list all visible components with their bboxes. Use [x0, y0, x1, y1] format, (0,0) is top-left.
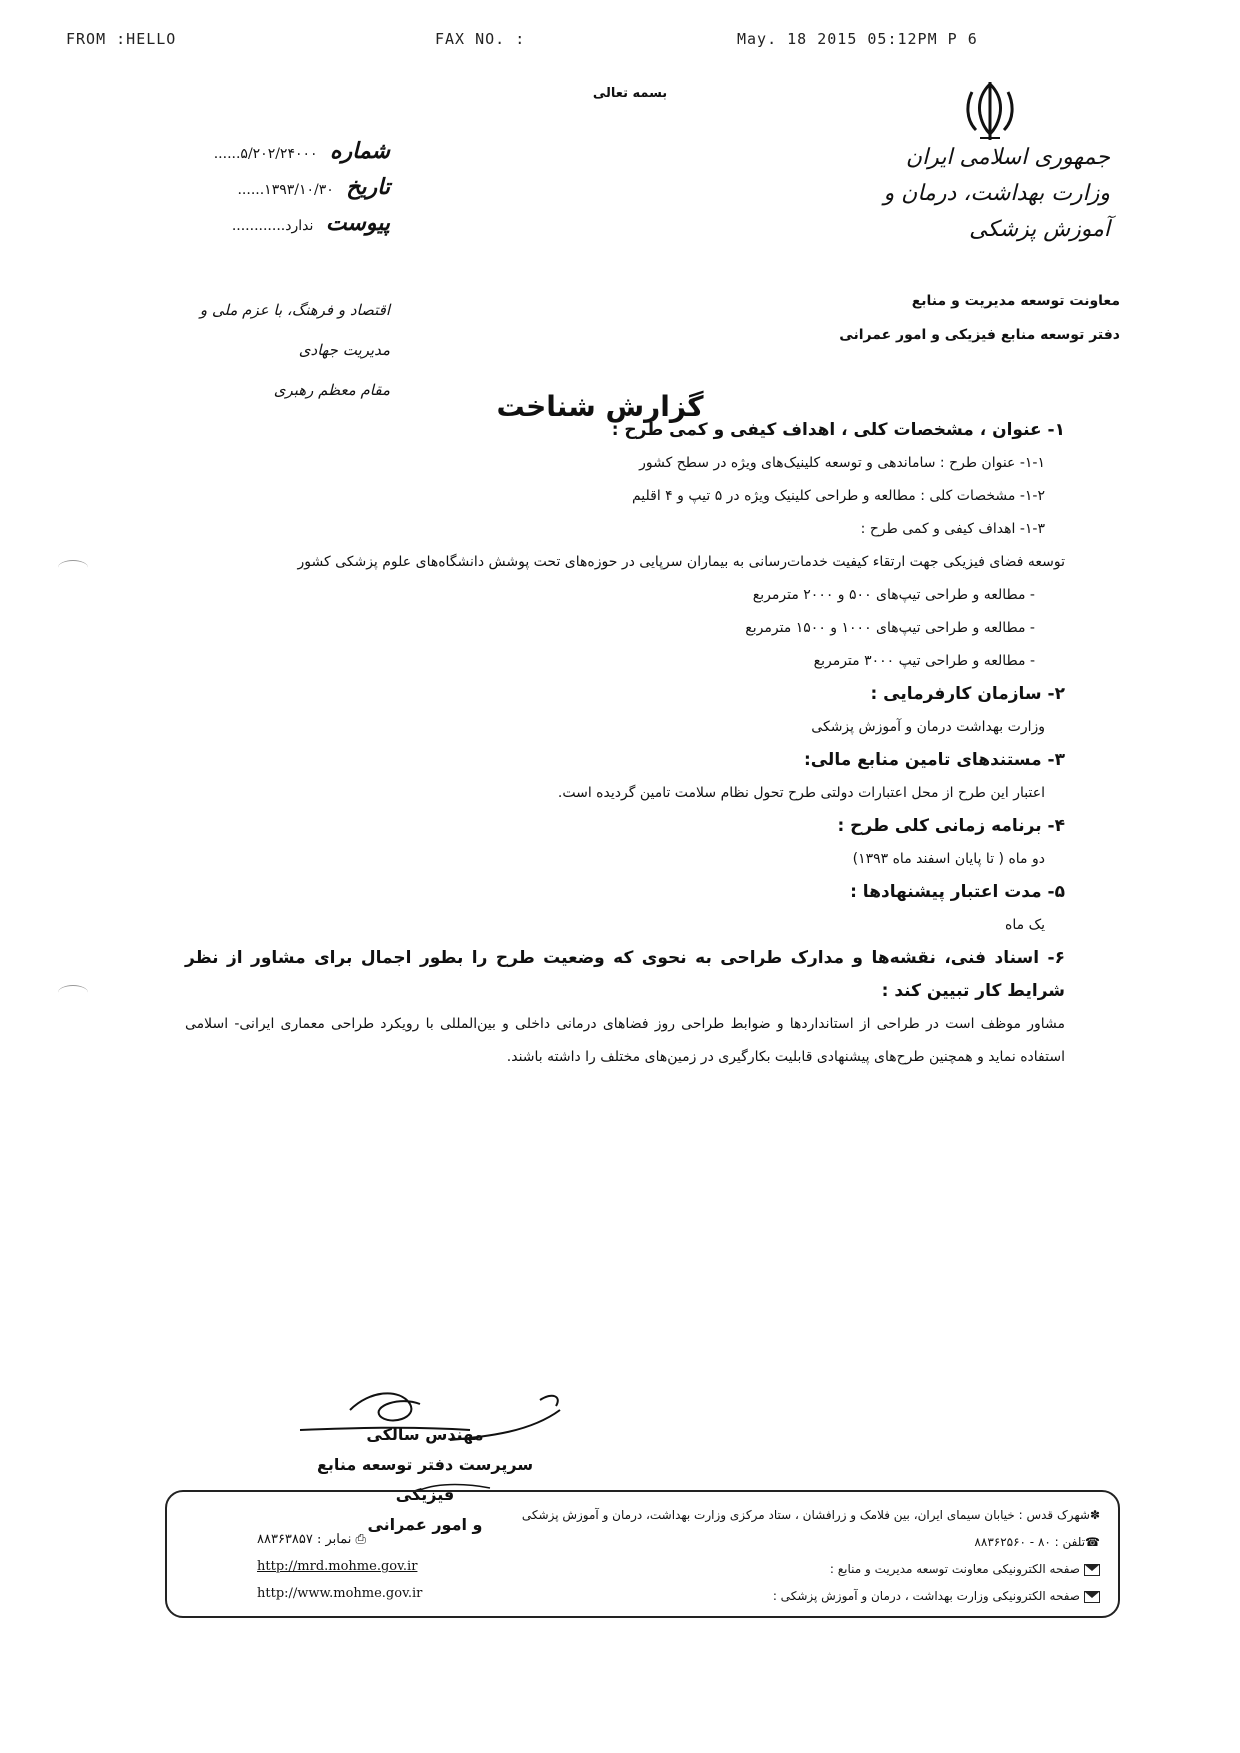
- fax-number: FAX NO. :: [435, 30, 526, 48]
- section-1-3-text: توسعه فضای فیزیکی جهت ارتقاء کیفیت خدمات‌رسانی به بیماران سرپایی در حوزه‌های تحت پوشش دانشگاه‌های علوم پزشکی کشور: [297, 554, 1065, 570]
- section-2-text: وزارت بهداشت درمان و آموزش پزشکی: [811, 719, 1045, 735]
- iran-emblem-icon: [960, 78, 1020, 148]
- letterhead-ministry: [850, 140, 1110, 248]
- mail-icon: [1084, 1591, 1100, 1603]
- mail-icon: [1084, 1564, 1100, 1576]
- section-4-text: دو ماه ( تا پایان اسفند ماه ۱۳۹۳): [852, 851, 1045, 867]
- report-body: [185, 414, 1065, 1074]
- slogan-text: اقتصاد و فرهنگ، با عزم ملی و مدیریت جهادی: [199, 301, 390, 359]
- footer-fax: ⎙ نمابر : ۸۸۳۶۳۸۵۷: [257, 1532, 366, 1547]
- reference-date: [150, 174, 390, 200]
- reference-number: [150, 138, 390, 164]
- section-1-1: ۱-۱- عنوان طرح : ساماندهی و توسعه کلینیک‌های ویژه در سطح کشور: [639, 455, 1045, 471]
- reference-attachment-value: ندارد............: [231, 218, 314, 234]
- section-1-2: ۱-۲- مشخصات کلی : مطالعه و طراحی کلینیک ویژه در ۵ تیپ و ۴ اقلیم: [631, 488, 1045, 504]
- year-slogan: [160, 290, 390, 410]
- location-icon: ✽: [1089, 1508, 1100, 1522]
- reference-date-value: ۱۳۹۳/۱۰/۳۰......: [237, 182, 334, 198]
- letterhead-deputy: [760, 284, 1120, 352]
- footer-web2-link[interactable]: http://www.mohme.gov.ir: [257, 1586, 423, 1601]
- footer-contact: [460, 1502, 1100, 1610]
- section-3-heading: ۳- مستندهای تامین منابع مالی:: [803, 750, 1065, 770]
- list-item: - مطالعه و طراحی تیپ‌های ۱۰۰۰ و ۱۵۰۰ مترمربع: [745, 620, 1035, 636]
- footer-address: ✽شهرک قدس : خیابان سیمای ایران، بین فلامک و زرافشان ، ستاد مرکزی وزارت بهداشت، درمان و آموزش پزشکی: [521, 1508, 1100, 1522]
- fax-datetime-page: May. 18 2015 05:12PM P 6: [737, 30, 978, 48]
- footer-web1-label: صفحه الکترونیکی معاونت توسعه مدیریت و منابع :: [460, 1556, 1100, 1583]
- section-3-text: اعتبار این طرح از محل اعتبارات دولتی طرح تحول نظام سلامت تامین گردیده است.: [557, 785, 1045, 801]
- reference-attachment-label: پیوست: [325, 210, 390, 236]
- punch-hole-mark: [58, 985, 88, 1000]
- deputy-name: معاونت توسعه مدیریت و منابع: [911, 293, 1120, 309]
- punch-hole-mark: [58, 560, 88, 575]
- document-title: گزارش شناخت: [496, 390, 704, 423]
- footer-links: [257, 1526, 487, 1607]
- list-item: - مطالعه و طراحی تیپ ۳۰۰۰ مترمربع: [813, 653, 1035, 669]
- ministry-name: وزارت بهداشت، درمان و آموزش پزشکی: [883, 181, 1110, 242]
- footer-web2-label: صفحه الکترونیکی وزارت بهداشت ، درمان و آموزش پزشکی :: [460, 1583, 1100, 1610]
- section-1-3: ۱-۳- اهداف کیفی و کمی طرح :: [860, 521, 1045, 537]
- section-4-heading: ۴- برنامه زمانی کلی طرح :: [837, 816, 1065, 836]
- section-1-heading: ۱- عنوان ، مشخصات کلی ، اهداف کیفی و کمی طرح :: [611, 420, 1065, 440]
- section-5-text: یک ماه: [1005, 917, 1045, 933]
- section-5-heading: ۵- مدت اعتبار پیشنهادها :: [850, 882, 1065, 902]
- phone-icon: ☎: [1085, 1535, 1100, 1549]
- signatory-position-2: و امور عمرانی: [367, 1515, 483, 1534]
- list-item: - مطالعه و طراحی تیپ‌های ۵۰۰ و ۲۰۰۰ مترمربع: [752, 587, 1035, 603]
- reference-number-label: شماره: [329, 138, 390, 164]
- section-6-heading: ۶- اسناد فنی، نقشه‌ها و مدارک طراحی به نحوی که وضعیت طرح را بطور اجمال برای مشاور از نظر شرایط کار تبیین کند :: [185, 948, 1065, 1001]
- bismillah: بسمه تعالی: [592, 86, 668, 101]
- fax-from: FROM :HELLO: [66, 30, 177, 48]
- reference-date-label: تاریخ: [346, 174, 390, 200]
- fax-icon: ⎙: [355, 1532, 366, 1547]
- reference-attachment: [150, 210, 390, 236]
- office-name: دفتر توسعه منابع فیزیکی و امور عمرانی: [839, 327, 1120, 343]
- footer-web1-link[interactable]: http://mrd.mohme.gov.ir: [257, 1559, 418, 1574]
- reference-number-value: ۵/۲۰۲/۲۴۰۰۰......: [213, 146, 318, 162]
- footer-phone: ☎تلفن : ۸۰ - ۸۸۳۶۲۵۶۰: [974, 1535, 1100, 1549]
- signatory-name: مهندس سالکی: [366, 1425, 484, 1444]
- section-6-text: مشاور موظف است در طراحی از استانداردها و ضوابط طراحی روز فضاهای درمانی داخلی و بین‌المللی با رویکرد طراحی معماری ایرانی- اسلامی استفاده نماید و همچنین طرح‌های پیشنهادی قابلیت بکارگیری در زمین‌های مختلف را داشته باشند.: [185, 1016, 1065, 1065]
- section-2-heading: ۲- سازمان کارفرمایی :: [870, 684, 1065, 704]
- slogan-attribution: مقام معظم رهبری: [273, 381, 390, 399]
- footer-box: [165, 1490, 1120, 1618]
- country-name: جمهوری اسلامی ایران: [905, 145, 1110, 170]
- signatory-position: سرپرست دفتر توسعه منابع فیزیکی: [316, 1455, 534, 1504]
